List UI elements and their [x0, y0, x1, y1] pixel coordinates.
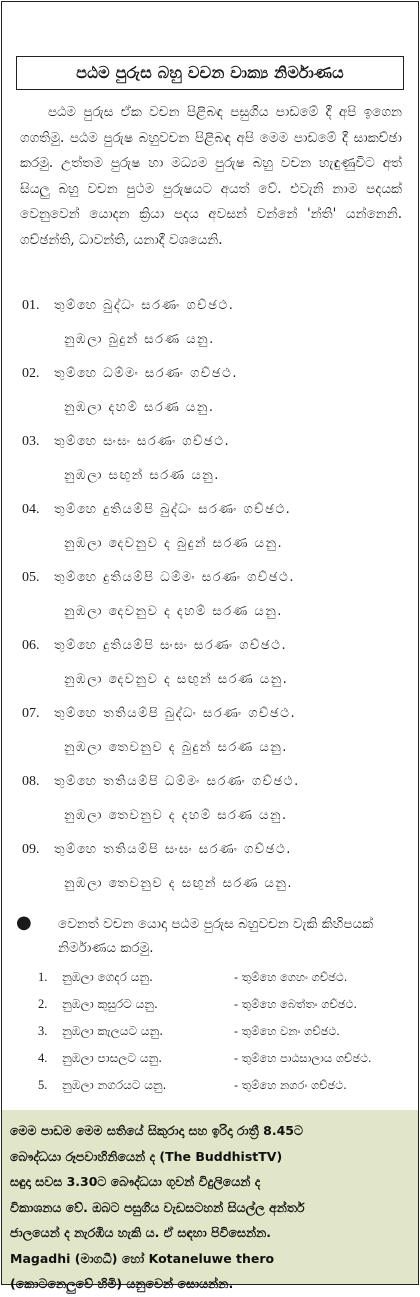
- practice-number: 3.: [38, 1024, 48, 1038]
- example-pali: තුම්හෙ දුතියම්පි ධම්මං සරණං ගච්ඡථ.: [54, 570, 295, 585]
- example-pali: තුම්හෙ තතියම්පි සංඝං සරණං ගච්ඡථ.: [54, 842, 292, 857]
- footer-line: (කොටනෙලුවේ හිමි) යනුවෙන් සොයන්න.: [10, 1276, 234, 1291]
- example-item: [2, 774, 420, 840]
- practice-pali: - තුම්හෙ ගෙහං ගච්ඡථ.: [234, 970, 348, 984]
- example-item: [2, 502, 420, 568]
- example-pali: තුම්හෙ තතියම්පි ධම්මං සරණං ගච්ඡථ.: [54, 774, 300, 789]
- example-pali: තුම්හෙ දුතියම්පි සංඝං සරණං ගච්ඡථ.: [54, 638, 288, 653]
- example-pali: තුම්හෙ සංඝං සරණං ගච්ඡථ.: [54, 434, 231, 449]
- intro-paragraph: පඨම පුරුස ඒක වචන පිළිබඳ පසුගිය පාඩමේ දී අපි ඉගෙන ගගතිමු. පඨම පුරුෂ බහුවචන පිළිබඳ අපි මෙම පාඩමේ දී සාකච්ඡා කරමු. උත්තම පුරුෂ හා මධ්‍යම පුරුෂ බහු වචන හැඳුණුවිට අත් සියලු බහු වචන පුථම පුරුෂයට අයත් වේ. එවැනි නාම පදයක් වෙනුවෙන් යොදන ක්‍රියා පදය අවසන් වන්නේ 'න්ති' යන්නෙනි. ගච්ඡන්ති, ධාවන්ති, යනාදී වශයෙනි.: [20, 104, 402, 248]
- example-sinhala: නුඹලා තෙවනුව ද බුදුන් සරණ යනු.: [64, 740, 288, 755]
- example-item: [2, 706, 420, 772]
- example-sinhala: නුඹලා සඟුන් සරණ යනු.: [64, 468, 220, 483]
- example-pali: තුම්හෙ තතියම්පි බුද්ධං සරණං ගච්ඡථ.: [54, 706, 297, 721]
- broadcast-info-box: [2, 1110, 418, 1291]
- example-pali: තුම්හෙ ධම්මං සරණං ගච්ඡථ.: [54, 366, 238, 381]
- example-number: 08.: [22, 774, 40, 789]
- practice-number: 1.: [38, 970, 48, 984]
- example-item: [2, 570, 420, 636]
- practice-sinhala: නුඹලා කැලයට යනු.: [62, 1024, 164, 1038]
- practice-sinhala: නුඹලා ගෙදර යනු.: [62, 970, 153, 984]
- practice-number: 5.: [38, 1078, 48, 1092]
- task-instruction: [16, 912, 406, 962]
- footer-line: මෙම පාඩම මෙම සතියේ සිකුරාදා සහ ඉරිදා රාත්‍රී 8.45ට: [10, 1123, 303, 1138]
- footer-line: විකාශනය වේ. ඔබට පසුගිය වැඩසටහන් සියල්ල අන්තර්: [10, 1199, 305, 1215]
- page-title: පඨම පුරුස බහු වචන වාක්‍ය නිර්මාණය: [16, 56, 404, 90]
- practice-row: [2, 1024, 420, 1052]
- practice-pali: - තුම්හෙ නගරං ගච්ඡථ.: [234, 1078, 347, 1092]
- task-text: වෙනත් වචන යොදා පඨම පුරුස බහුවචන වැකි කිහිපයක් නිර්මාණය කරමු.: [58, 916, 374, 956]
- practice-sinhala: නුඹලා නගරයට යනු.: [62, 1078, 167, 1092]
- lesson-page: [1, 1, 419, 1291]
- practice-pali: - තුම්හෙ පාඨසාලාය ගච්ඡථ.: [234, 1051, 372, 1065]
- example-sinhala: නුඹලා තෙවනුව ද සඟුන් සරණ යනු.: [64, 876, 294, 891]
- practice-row: [2, 1078, 420, 1106]
- example-sinhala: නුඹලා දෙවනුව ද සඟුන් සරණ යනු.: [64, 672, 289, 687]
- example-pali: තුම්හෙ බුද්ධං සරණං ගච්ඡථ.: [54, 298, 235, 313]
- practice-row: [2, 970, 420, 998]
- footer-line: බෞද්ධයා රූපවාහිනියෙන් ද (The BuddhistTV): [10, 1148, 283, 1164]
- example-number: 07.: [22, 706, 40, 721]
- example-number: 03.: [22, 434, 40, 449]
- example-item: [2, 366, 420, 432]
- example-number: 04.: [22, 502, 40, 517]
- example-sinhala: නුඹලා දහම් සරණ යනු.: [64, 400, 215, 415]
- example-sinhala: නුඹලා තෙවනුව ද දහම් සරණ යනු.: [64, 808, 288, 823]
- example-item: [2, 638, 420, 704]
- example-sinhala: නුඹලා බුදුන් සරණ යනු.: [64, 332, 215, 347]
- example-number: 01.: [22, 298, 40, 313]
- example-item: [2, 434, 420, 500]
- bullet-icon: ●: [16, 912, 32, 933]
- practice-number: 2.: [38, 997, 48, 1011]
- footer-line: සඳුදා සවස 3.30ට බෞද්ධයා ගුවන් විදුලියෙන් ද: [10, 1174, 261, 1189]
- practice-pali: - තුම්හෙ බෙත්තං ගච්ඡථ.: [234, 997, 357, 1011]
- example-number: 06.: [22, 638, 40, 653]
- example-number: 09.: [22, 842, 40, 857]
- example-item: [2, 298, 420, 364]
- practice-sinhala: නුඹලා කුසුරට යනු.: [62, 997, 158, 1011]
- practice-row: [2, 997, 420, 1025]
- footer-line: ජාලයෙන් ද නැරඹිය හැකි ය. ඒ සඳහා පිවිසෙන්න.: [10, 1225, 272, 1240]
- practice-number: 4.: [38, 1051, 48, 1065]
- example-item: [2, 842, 420, 908]
- example-pali: තුම්හෙ දුතියම්පි බුද්ධං සරණං ගච්ඡථ.: [54, 502, 292, 517]
- footer-line: Magadhi (මාගධී) හෝ Kotaneluwe thero: [10, 1250, 275, 1266]
- practice-pali: - තුම්හෙ වනං ගච්ඡථ.: [234, 1024, 340, 1038]
- example-sinhala: නුඹලා දෙවනුව ද බුදුන් සරණ යනු.: [64, 536, 284, 551]
- practice-sinhala: නුඹලා පාසලට යනු.: [62, 1051, 163, 1065]
- practice-row: [2, 1051, 420, 1079]
- example-number: 02.: [22, 366, 40, 381]
- example-sinhala: නුඹලා දෙවනුව ද දහම් සරණ යනු.: [64, 604, 283, 619]
- example-number: 05.: [22, 570, 40, 585]
